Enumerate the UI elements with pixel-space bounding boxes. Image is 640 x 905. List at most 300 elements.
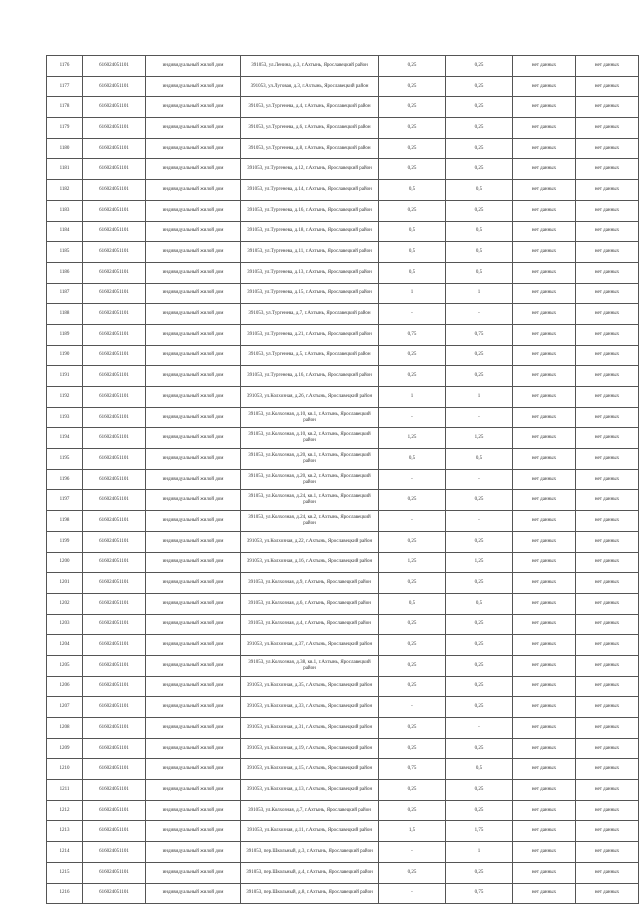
status-2-cell: нет данных [576, 780, 639, 801]
object-type-cell: индивидуальный жилой дом [146, 738, 241, 759]
status-1-cell: нет данных [513, 635, 576, 656]
object-type-cell: индивидуальный жилой дом [146, 718, 241, 739]
value-2-cell: - [446, 469, 513, 490]
table-row [47, 428, 639, 449]
table-row [47, 655, 639, 676]
address-cell: 391053, ул.Колхозная, д.10, кв.1, г.Ахтынь, Ярославецкий район [241, 407, 379, 428]
status-2-cell: нет данных [576, 118, 639, 139]
table-row [47, 573, 639, 594]
value-1-cell: 0,25 [379, 159, 446, 180]
row-number-cell: 1201 [47, 573, 83, 594]
value-1-cell: - [379, 883, 446, 904]
row-number-cell: 1214 [47, 842, 83, 863]
data-table [46, 55, 639, 904]
value-1-cell: 0,25 [379, 531, 446, 552]
row-number-cell: 1197 [47, 490, 83, 511]
object-type-cell: индивидуальный жилой дом [146, 697, 241, 718]
address-cell: 391053, ул.Тургенева, д.15, г.Ахтынь, Ярославецкий район [241, 283, 379, 304]
value-2-cell: 0,25 [446, 490, 513, 511]
object-type-cell: индивидуальный жилой дом [146, 759, 241, 780]
status-1-cell: нет данных [513, 366, 576, 387]
code-cell: 616024051101 [83, 635, 146, 656]
table-row [47, 490, 639, 511]
value-1-cell: 0,5 [379, 221, 446, 242]
value-1-cell: - [379, 842, 446, 863]
value-2-cell: 0,5 [446, 593, 513, 614]
row-number-cell: 1213 [47, 821, 83, 842]
value-2-cell: 0,25 [446, 738, 513, 759]
value-2-cell: 0,25 [446, 697, 513, 718]
table-row [47, 324, 639, 345]
value-2-cell: - [446, 718, 513, 739]
value-2-cell: 0,25 [446, 97, 513, 118]
row-number-cell: 1184 [47, 221, 83, 242]
code-cell: 616024051101 [83, 56, 146, 77]
status-2-cell: нет данных [576, 56, 639, 77]
address-cell: 391053, ул.Ленина, д.3, г.Ахтынь, Ярославецкий район [241, 56, 379, 77]
status-2-cell: нет данных [576, 428, 639, 449]
row-number-cell: 1187 [47, 283, 83, 304]
row-number-cell: 1207 [47, 697, 83, 718]
code-cell: 616024051101 [83, 138, 146, 159]
address-cell: 391053, ул.Колхозная, д.19, г.Ахтынь, Ярославецкий район [241, 738, 379, 759]
row-number-cell: 1194 [47, 428, 83, 449]
status-2-cell: нет данных [576, 490, 639, 511]
table-row [47, 511, 639, 532]
status-2-cell: нет данных [576, 800, 639, 821]
value-1-cell: 1,25 [379, 428, 446, 449]
code-cell: 616024051101 [83, 76, 146, 97]
address-cell: 391053, ул.Тургенева, д.6, г.Ахтынь, Ярославецкий район [241, 118, 379, 139]
table-row [47, 614, 639, 635]
table-row [47, 862, 639, 883]
object-type-cell: индивидуальный жилой дом [146, 76, 241, 97]
value-2-cell: 0,5 [446, 180, 513, 201]
address-cell: 391053, пер.Школьный, д.4, г.Ахтынь, Ярославецкий район [241, 862, 379, 883]
status-1-cell: нет данных [513, 552, 576, 573]
value-2-cell: 0,25 [446, 200, 513, 221]
status-2-cell: нет данных [576, 242, 639, 263]
value-1-cell: 1,25 [379, 552, 446, 573]
address-cell: 391053, ул.Колхозная, д.16, г.Ахтынь, Ярославецкий район [241, 552, 379, 573]
object-type-cell: индивидуальный жилой дом [146, 780, 241, 801]
row-number-cell: 1195 [47, 449, 83, 470]
status-2-cell: нет данных [576, 842, 639, 863]
address-cell: 391053, ул.Тургенева, д.18, г.Ахтынь, Ярославецкий район [241, 221, 379, 242]
value-2-cell: 1,25 [446, 428, 513, 449]
code-cell: 616024051101 [83, 759, 146, 780]
value-1-cell: 0,25 [379, 118, 446, 139]
row-number-cell: 1192 [47, 387, 83, 408]
address-cell: 391053, ул.Тургенева, д.13, г.Ахтынь, Ярославецкий район [241, 262, 379, 283]
status-1-cell: нет данных [513, 655, 576, 676]
value-2-cell: 0,5 [446, 221, 513, 242]
status-1-cell: нет данных [513, 842, 576, 863]
address-cell: 391053, ул.Колхозная, д.20, кв.1, г.Ахтынь, Ярославецкий район [241, 449, 379, 470]
value-1-cell: 1 [379, 387, 446, 408]
object-type-cell: индивидуальный жилой дом [146, 118, 241, 139]
object-type-cell: индивидуальный жилой дом [146, 159, 241, 180]
status-2-cell: нет данных [576, 304, 639, 325]
object-type-cell: индивидуальный жилой дом [146, 511, 241, 532]
value-1-cell: - [379, 511, 446, 532]
address-cell: 391053, ул.Колхозная, д.10, кв.2, г.Ахтынь, Ярославецкий район [241, 428, 379, 449]
code-cell: 616024051101 [83, 469, 146, 490]
row-number-cell: 1209 [47, 738, 83, 759]
code-cell: 616024051101 [83, 780, 146, 801]
table-row [47, 718, 639, 739]
status-1-cell: нет данных [513, 862, 576, 883]
status-2-cell: нет данных [576, 221, 639, 242]
object-type-cell: индивидуальный жилой дом [146, 345, 241, 366]
code-cell: 616024051101 [83, 118, 146, 139]
row-number-cell: 1191 [47, 366, 83, 387]
address-cell: 391053, ул.Колхозная, д.24, кв.1, г.Ахтынь, Ярославецкий район [241, 490, 379, 511]
status-2-cell: нет данных [576, 862, 639, 883]
address-cell: 391053, ул.Колхозная, д.37, г.Ахтынь, Ярославецкий район [241, 635, 379, 656]
status-1-cell: нет данных [513, 511, 576, 532]
row-number-cell: 1188 [47, 304, 83, 325]
table-row [47, 283, 639, 304]
status-2-cell: нет данных [576, 97, 639, 118]
status-1-cell: нет данных [513, 614, 576, 635]
status-1-cell: нет данных [513, 97, 576, 118]
address-cell: 391053, ул.Тургенева, д.8, г.Ахтынь, Ярославецкий район [241, 138, 379, 159]
address-cell: 391053, ул.Колхозная, д.26, г.Ахтынь, Ярославецкий район [241, 387, 379, 408]
code-cell: 616024051101 [83, 366, 146, 387]
table-row [47, 759, 639, 780]
value-1-cell: 0,25 [379, 490, 446, 511]
row-number-cell: 1176 [47, 56, 83, 77]
code-cell: 616024051101 [83, 531, 146, 552]
value-1-cell: 0,25 [379, 635, 446, 656]
status-1-cell: нет данных [513, 221, 576, 242]
code-cell: 616024051101 [83, 283, 146, 304]
row-number-cell: 1190 [47, 345, 83, 366]
value-1-cell: 0,5 [379, 262, 446, 283]
row-number-cell: 1203 [47, 614, 83, 635]
address-cell: 391053, ул.Колхозная, д.24, кв.2, г.Ахтынь, Ярославецкий район [241, 511, 379, 532]
address-cell: 391053, ул.Колхозная, д.35, г.Ахтынь, Ярославецкий район [241, 676, 379, 697]
table-row [47, 180, 639, 201]
value-2-cell: 0,75 [446, 324, 513, 345]
value-1-cell: 0,25 [379, 655, 446, 676]
address-cell: 391053, ул.Колхозная, д.11, г.Ахтынь, Ярославецкий район [241, 821, 379, 842]
code-cell: 616024051101 [83, 862, 146, 883]
status-2-cell: нет данных [576, 387, 639, 408]
row-number-cell: 1206 [47, 676, 83, 697]
status-1-cell: нет данных [513, 821, 576, 842]
code-cell: 616024051101 [83, 614, 146, 635]
table-row [47, 345, 639, 366]
status-2-cell: нет данных [576, 180, 639, 201]
table-row [47, 531, 639, 552]
table-row [47, 697, 639, 718]
status-2-cell: нет данных [576, 573, 639, 594]
address-cell: 391053, ул.Тургенева, д.4, г.Ахтынь, Ярославецкий район [241, 97, 379, 118]
code-cell: 616024051101 [83, 718, 146, 739]
address-cell: 391053, ул.Колхозная, д.6, г.Ахтынь, Ярославецкий район [241, 593, 379, 614]
row-number-cell: 1180 [47, 138, 83, 159]
status-2-cell: нет данных [576, 511, 639, 532]
object-type-cell: индивидуальный жилой дом [146, 800, 241, 821]
status-1-cell: нет данных [513, 324, 576, 345]
table-row [47, 387, 639, 408]
address-cell: 391053, ул.Колхозная, д.38, кв.1, г.Ахтынь, Ярославецкий район [241, 655, 379, 676]
value-1-cell: - [379, 469, 446, 490]
table-row [47, 304, 639, 325]
value-1-cell: 0,25 [379, 138, 446, 159]
code-cell: 616024051101 [83, 97, 146, 118]
value-1-cell: 0,25 [379, 862, 446, 883]
status-2-cell: нет данных [576, 593, 639, 614]
value-1-cell: 0,25 [379, 366, 446, 387]
table-row [47, 635, 639, 656]
row-number-cell: 1183 [47, 200, 83, 221]
code-cell: 616024051101 [83, 490, 146, 511]
row-number-cell: 1205 [47, 655, 83, 676]
object-type-cell: индивидуальный жилой дом [146, 635, 241, 656]
code-cell: 616024051101 [83, 821, 146, 842]
status-1-cell: нет данных [513, 718, 576, 739]
value-1-cell: - [379, 407, 446, 428]
table-row [47, 138, 639, 159]
value-2-cell: 1,25 [446, 552, 513, 573]
object-type-cell: индивидуальный жилой дом [146, 242, 241, 263]
code-cell: 616024051101 [83, 242, 146, 263]
value-2-cell: 0,5 [446, 449, 513, 470]
status-1-cell: нет данных [513, 345, 576, 366]
object-type-cell: индивидуальный жилой дом [146, 180, 241, 201]
value-1-cell: 0,25 [379, 676, 446, 697]
value-2-cell: - [446, 511, 513, 532]
value-1-cell: 0,25 [379, 76, 446, 97]
row-number-cell: 1193 [47, 407, 83, 428]
row-number-cell: 1216 [47, 883, 83, 904]
table-row [47, 242, 639, 263]
object-type-cell: индивидуальный жилой дом [146, 469, 241, 490]
code-cell: 616024051101 [83, 697, 146, 718]
value-2-cell: 0,5 [446, 759, 513, 780]
table-row [47, 842, 639, 863]
status-1-cell: нет данных [513, 242, 576, 263]
value-1-cell: 1,5 [379, 821, 446, 842]
status-1-cell: нет данных [513, 159, 576, 180]
table-row [47, 552, 639, 573]
object-type-cell: индивидуальный жилой дом [146, 449, 241, 470]
object-type-cell: индивидуальный жилой дом [146, 862, 241, 883]
status-2-cell: нет данных [576, 718, 639, 739]
value-2-cell: 0,25 [446, 655, 513, 676]
code-cell: 616024051101 [83, 262, 146, 283]
code-cell: 616024051101 [83, 655, 146, 676]
row-number-cell: 1196 [47, 469, 83, 490]
value-1-cell: 0,25 [379, 97, 446, 118]
object-type-cell: индивидуальный жилой дом [146, 324, 241, 345]
status-1-cell: нет данных [513, 180, 576, 201]
object-type-cell: индивидуальный жилой дом [146, 842, 241, 863]
status-2-cell: нет данных [576, 883, 639, 904]
row-number-cell: 1178 [47, 97, 83, 118]
code-cell: 616024051101 [83, 387, 146, 408]
row-number-cell: 1215 [47, 862, 83, 883]
object-type-cell: индивидуальный жилой дом [146, 200, 241, 221]
status-2-cell: нет данных [576, 552, 639, 573]
status-1-cell: нет данных [513, 428, 576, 449]
value-1-cell: - [379, 304, 446, 325]
value-2-cell: 0,25 [446, 800, 513, 821]
status-2-cell: нет данных [576, 635, 639, 656]
value-1-cell: 0,25 [379, 56, 446, 77]
object-type-cell: индивидуальный жилой дом [146, 56, 241, 77]
value-2-cell: 0,25 [446, 531, 513, 552]
value-2-cell: 0,25 [446, 366, 513, 387]
status-2-cell: нет данных [576, 449, 639, 470]
code-cell: 616024051101 [83, 428, 146, 449]
row-number-cell: 1211 [47, 780, 83, 801]
status-1-cell: нет данных [513, 531, 576, 552]
value-2-cell: 0,25 [446, 56, 513, 77]
status-2-cell: нет данных [576, 366, 639, 387]
code-cell: 616024051101 [83, 511, 146, 532]
object-type-cell: индивидуальный жилой дом [146, 387, 241, 408]
object-type-cell: индивидуальный жилой дом [146, 428, 241, 449]
object-type-cell: индивидуальный жилой дом [146, 138, 241, 159]
status-2-cell: нет данных [576, 655, 639, 676]
table-row [47, 738, 639, 759]
address-cell: 391053, ул.Колхозная, д.33, г.Ахтынь, Ярославецкий район [241, 697, 379, 718]
address-cell: 391053, ул.Тургенева, д.7, г.Ахтынь, Ярославецкий район [241, 304, 379, 325]
code-cell: 616024051101 [83, 221, 146, 242]
table-row [47, 780, 639, 801]
address-cell: 391053, ул.Колхозная, д.4, г.Ахтынь, Ярославецкий район [241, 614, 379, 635]
status-1-cell: нет данных [513, 469, 576, 490]
value-2-cell: - [446, 407, 513, 428]
value-1-cell: 0,25 [379, 614, 446, 635]
status-1-cell: нет данных [513, 676, 576, 697]
value-2-cell: 0,25 [446, 780, 513, 801]
status-2-cell: нет данных [576, 676, 639, 697]
object-type-cell: индивидуальный жилой дом [146, 655, 241, 676]
address-cell: 391053, ул.Тургенева, д.11, г.Ахтынь, Ярославецкий район [241, 242, 379, 263]
table-body [47, 56, 639, 904]
value-2-cell: 0,5 [446, 262, 513, 283]
table-row [47, 449, 639, 470]
address-cell: 391053, ул.Колхозная, д.20, кв.2, г.Ахтынь, Ярославецкий район [241, 469, 379, 490]
row-number-cell: 1210 [47, 759, 83, 780]
code-cell: 616024051101 [83, 180, 146, 201]
table-row [47, 676, 639, 697]
value-2-cell: 0,25 [446, 159, 513, 180]
status-2-cell: нет данных [576, 697, 639, 718]
status-1-cell: нет данных [513, 262, 576, 283]
object-type-cell: индивидуальный жилой дом [146, 531, 241, 552]
status-1-cell: нет данных [513, 407, 576, 428]
status-1-cell: нет данных [513, 76, 576, 97]
table-row [47, 118, 639, 139]
address-cell: 391053, пер.Школьный, д.8, г.Ахтынь, Ярославецкий район [241, 883, 379, 904]
status-1-cell: нет данных [513, 138, 576, 159]
table-row [47, 97, 639, 118]
value-2-cell: 0,25 [446, 573, 513, 594]
status-2-cell: нет данных [576, 614, 639, 635]
address-cell: 391053, ул.Колхозная, д.15, г.Ахтынь, Ярославецкий район [241, 759, 379, 780]
address-cell: 391053, ул.Тургенева, д.5, г.Ахтынь, Ярославецкий район [241, 345, 379, 366]
table-row [47, 593, 639, 614]
row-number-cell: 1177 [47, 76, 83, 97]
status-2-cell: нет данных [576, 324, 639, 345]
code-cell: 616024051101 [83, 159, 146, 180]
code-cell: 616024051101 [83, 552, 146, 573]
code-cell: 616024051101 [83, 676, 146, 697]
row-number-cell: 1198 [47, 511, 83, 532]
address-cell: 391053, ул.Колхозная, д.7, г.Ахтынь, Ярославецкий район [241, 800, 379, 821]
status-2-cell: нет данных [576, 821, 639, 842]
code-cell: 616024051101 [83, 304, 146, 325]
value-1-cell: 0,25 [379, 800, 446, 821]
row-number-cell: 1186 [47, 262, 83, 283]
object-type-cell: индивидуальный жилой дом [146, 573, 241, 594]
value-1-cell: - [379, 697, 446, 718]
table-row [47, 883, 639, 904]
table-row [47, 76, 639, 97]
address-cell: 391053, пер.Школьный, д.3, г.Ахтынь, Ярославецкий район [241, 842, 379, 863]
status-1-cell: нет данных [513, 200, 576, 221]
status-1-cell: нет данных [513, 387, 576, 408]
table-row [47, 407, 639, 428]
row-number-cell: 1189 [47, 324, 83, 345]
row-number-cell: 1185 [47, 242, 83, 263]
row-number-cell: 1202 [47, 593, 83, 614]
status-1-cell: нет данных [513, 304, 576, 325]
object-type-cell: индивидуальный жилой дом [146, 614, 241, 635]
value-2-cell: 0,25 [446, 862, 513, 883]
value-2-cell: 0,25 [446, 138, 513, 159]
code-cell: 616024051101 [83, 593, 146, 614]
status-1-cell: нет данных [513, 118, 576, 139]
value-2-cell: 0,25 [446, 76, 513, 97]
row-number-cell: 1181 [47, 159, 83, 180]
code-cell: 616024051101 [83, 324, 146, 345]
value-1-cell: 0,25 [379, 718, 446, 739]
status-2-cell: нет данных [576, 759, 639, 780]
value-1-cell: 0,5 [379, 593, 446, 614]
value-2-cell: - [446, 304, 513, 325]
table-row [47, 262, 639, 283]
status-1-cell: нет данных [513, 573, 576, 594]
value-2-cell: 0,25 [446, 345, 513, 366]
code-cell: 616024051101 [83, 738, 146, 759]
status-1-cell: нет данных [513, 490, 576, 511]
code-cell: 616024051101 [83, 842, 146, 863]
status-2-cell: нет данных [576, 76, 639, 97]
table-row [47, 800, 639, 821]
status-2-cell: нет данных [576, 262, 639, 283]
status-1-cell: нет данных [513, 780, 576, 801]
object-type-cell: индивидуальный жилой дом [146, 366, 241, 387]
value-2-cell: 0,75 [446, 883, 513, 904]
status-2-cell: нет данных [576, 159, 639, 180]
object-type-cell: индивидуальный жилой дом [146, 676, 241, 697]
row-number-cell: 1179 [47, 118, 83, 139]
value-2-cell: 1 [446, 842, 513, 863]
status-2-cell: нет данных [576, 345, 639, 366]
value-1-cell: 0,5 [379, 180, 446, 201]
address-cell: 391053, ул.Луговая, д.3, г.Ахтынь, Ярославецкий район [241, 76, 379, 97]
address-cell: 391053, ул.Колхозная, д.9, г.Ахтынь, Ярославецкий район [241, 573, 379, 594]
status-1-cell: нет данных [513, 449, 576, 470]
address-cell: 391053, ул.Тургенева, д.16, г.Ахтынь, Ярославецкий район [241, 200, 379, 221]
